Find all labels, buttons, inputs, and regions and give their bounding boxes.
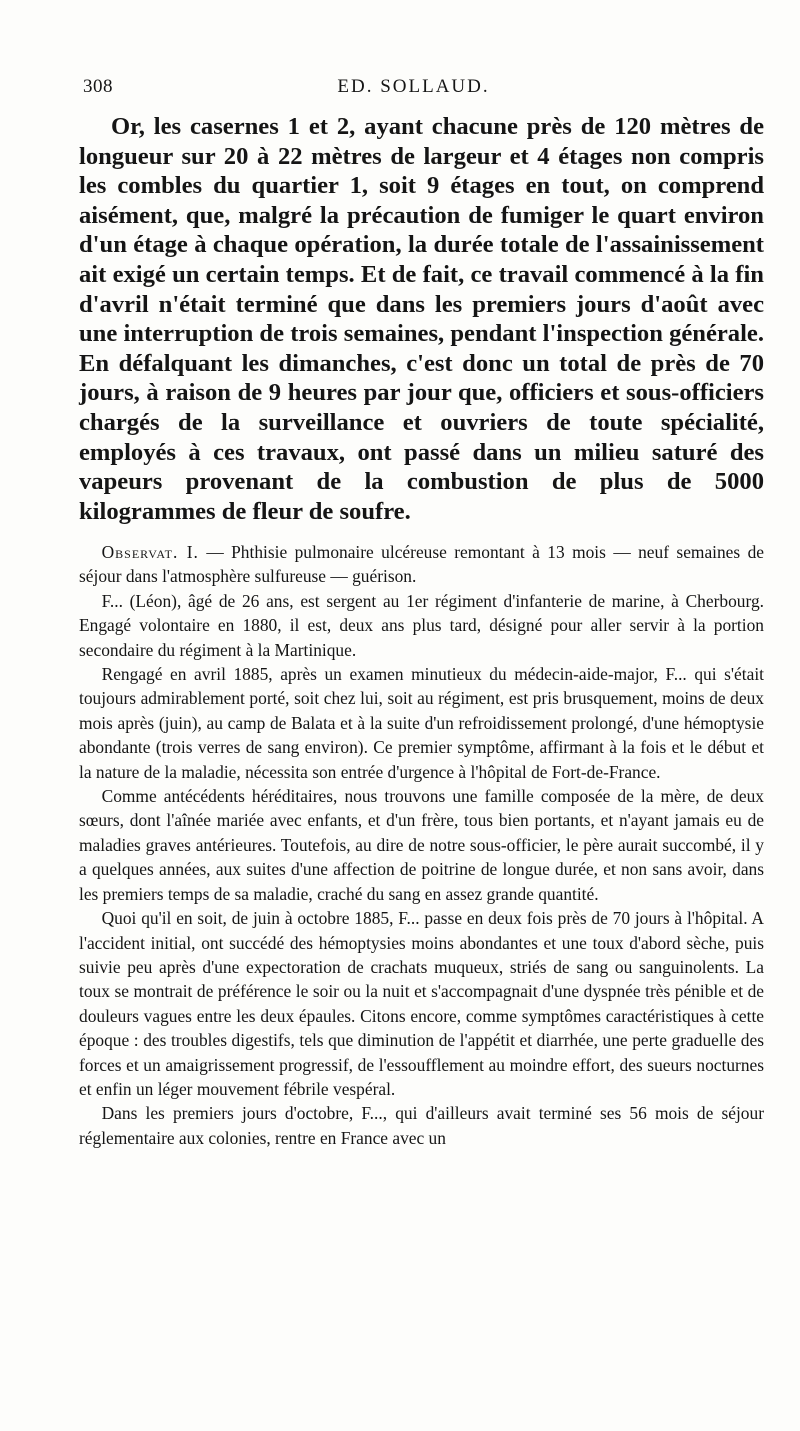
page-header (83, 76, 744, 104)
observation-section (79, 540, 764, 1150)
observation-title: — Phthisie pulmonaire ulcéreuse remontant à 13 mois — neuf semaines de séjour dans l'atmosphère sulfureuse — guérison. (79, 542, 764, 587)
observation-paragraph-1: F... (Léon), âgé de 26 ans, est sergent au 1er régiment d'infanterie de marine, à Cherbourg. Engagé volontaire en 1880, il est, deux ans plus tard, désigné pour aller servir à la portion secondaire du régiment à la Martinique. (79, 590, 764, 660)
observation-heading (79, 540, 764, 589)
main-paragraph: Or, les casernes 1 et 2, ayant chacune près de 120 mètres de longueur sur 20 à 22 mètres de largeur et 4 étages non compris les combles du quartier 1, soit 9 étages en tout, on comprend aisément, que, malgré la précaution de fumiger le quart environ d'un étage à chaque opération, la durée totale de l'assainissement ait exigé un certain temps. Et de fait, ce travail commencé à la fin d'avril n'était terminé que dans les premiers jours d'août avec une interruption de trois semaines, pendant l'inspection générale. En défalquant les dimanches, c'est donc un total de près de 70 jours, à raison de 9 heures par jour que, officiers et sous-officiers chargés de la surveillance et ouvriers de toute spécialité, employés à ces travaux, ont passé dans un milieu saturé des vapeurs provenant de la combustion de plus de 5000 kilogrammes de fleur de soufre. (79, 113, 764, 525)
observation-paragraph-2: Rengagé en avril 1885, après un examen minutieux du médecin-aide-major, F... qui s'était toujours admirablement porté, soit chez lui, soit au régiment, est pris brusquement, moins de deux mois après (juin), au camp de Balata et à la suite d'un refroidissement prolongé, d'une hémoptysie abondante (trois verres de sang environ). Ce premier symptôme, affirmant à la fois et le début et la nature de la maladie, nécessita son entrée d'urgence à l'hôpital de Fort-de-France. (79, 664, 764, 782)
observation-label: Observat. I. (101, 542, 199, 562)
observation-paragraph-3: Comme antécédents héréditaires, nous trouvons une famille composée de la mère, de deux sœurs, dont l'aînée mariée avec enfants, et d'un frère, tous bien portants, et n'ayant jamais eu de maladies graves antérieures. Toutefois, au dire de notre sous-officier, le père aurait succombé, il y a quelques années, aux suites d'une affection de poitrine de longue durée, et non sans avoir, dans les premiers temps de sa maladie, craché du sang en assez grande quantité. (79, 786, 764, 904)
page-number: 308 (83, 76, 113, 97)
running-head: ED. SOLLAUD. (337, 76, 490, 97)
observation-paragraph-4: Quoi qu'il en soit, de juin à octobre 1885, F... passe en deux fois près de 70 jours à l'hôpital. A l'accident initial, ont succédé des hémoptysies moins abondantes et une toux d'abord sèche, puis suivie peu après d'une expectoration de crachats muqueux, striés de sang ou sanguinolents. La toux se montrait de préférence le soir ou la nuit et s'accompagnait d'une dyspnée très pénible et de douleurs vagues entre les deux épaules. Citons encore, comme symptômes caractéristiques à cette époque : des troubles digestifs, tels que diminution de l'appétit et diarrhée, une perte graduelle des forces et un amaigrissement progressif, de l'essoufflement au moindre effort, des sueurs nocturnes et enfin un léger mouvement fébrile vespéral. (79, 908, 764, 1099)
observation-paragraph-5: Dans les premiers jours d'octobre, F..., qui d'ailleurs avait terminé ses 56 mois de séjour réglementaire aux colonies, rentre en France avec un (79, 1103, 764, 1148)
